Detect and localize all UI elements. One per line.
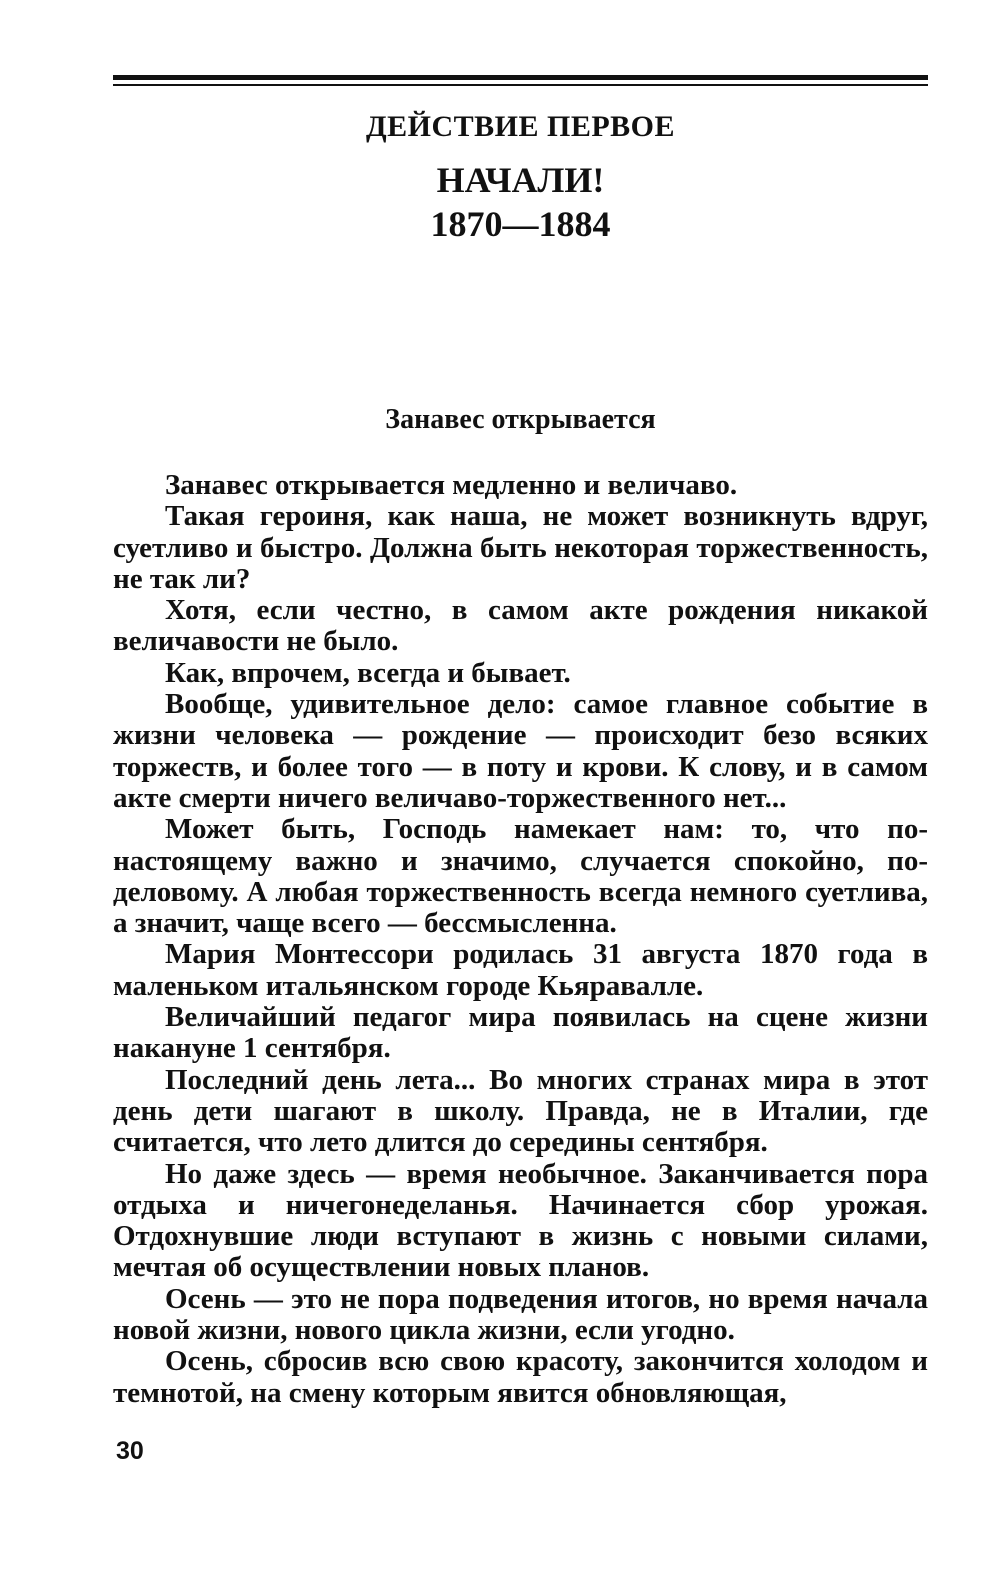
paragraph: Хотя, если честно, в самом акте рождения никакой величавости не было. [113,594,928,658]
paragraph: Мария Монтессори родилась 31 августа 1870 года в маленьком итальянском городе Кьяравалле. [113,938,928,1002]
paragraph: Такая героиня, как наша, не может возникнуть вдруг, суетливо и быстро. Должна быть некоторая торжественность, не так ли? [113,500,928,595]
section-title: Занавес открывается [385,404,656,435]
paragraph: Последний день лета... Во многих странах мира в этот день дети шагают в школу. Правда, не в Италии, где считается, что лето длится до середины сентября. [113,1063,928,1159]
paragraph: Может быть, Господь намекает нам: то, что по-настоящему важно и значимо, случается спокойно, по-деловому. А любая торжественность всегда немного суетлива, а значит, чаще всего — бессмысленна. [113,813,928,940]
paragraph: Как, впрочем, всегда и бывает. [165,656,571,689]
paragraph: Осень — это не пора подведения итогов, но время начала новой жизни, нового цикла жизни, если угодно. [113,1282,928,1347]
paragraph: Вообще, удивительное дело: самое главное событие в жизни человека — рождение — происходит безо всяких торжеств, и более того — в поту и крови. К слову, и в самом акте смерти ничего величаво-торжественного нет... [113,688,928,814]
chapter-heading [113,158,928,246]
header-rule-thin [113,84,928,86]
paragraph: Осень, сбросив всю свою красоту, закончится холодом и темнотой, на смену которым явится обновляющая, [113,1345,928,1409]
paragraph: Занавес открывается медленно и величаво. [165,469,738,501]
page-number: 30 [116,1437,144,1465]
paragraph: Но даже здесь — время необычное. Заканчивается пора отдыха и ничегонеделанья. Начинается сбор урожая. Отдохнувшие люди вступают в жизнь с новыми силами, мечтая об осуществлении новых планов. [113,1157,928,1284]
paragraph: Величайший педагог мира появилась на сцене жизни накануне 1 сентября. [113,1001,928,1065]
chapter-years: 1870—1884 [430,204,611,244]
header-rule-thick [113,75,928,80]
act-title: ДЕЙСТВИЕ ПЕРВОЕ [365,110,676,143]
chapter-title: НАЧАЛИ! [436,160,605,200]
body-text [113,470,928,1409]
